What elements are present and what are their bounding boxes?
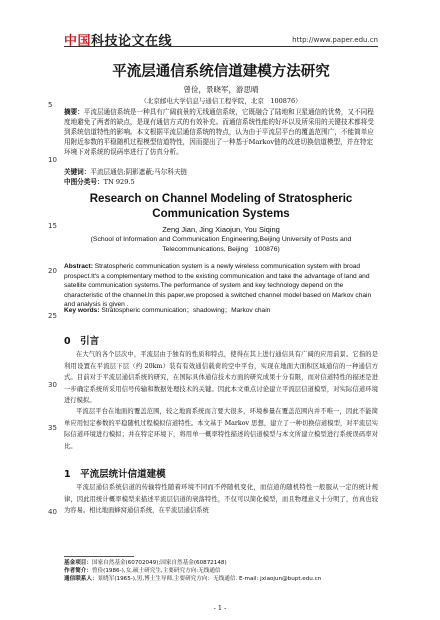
line-number: 25 [48,312,57,320]
cn-keywords: 关键词：平流层通信;阴影遮蔽;马尔科夫链 [64,168,188,176]
line-number: 35 [48,424,57,432]
cn-title: 平流层通信系统信道建模方法研究 [112,64,330,80]
cn-abstract: 摘要：平流层通信系统是一种具有广阔前景的无线通信系统，它既融合了陆地和卫星通信的优势，又不同程度地避免了两者的缺点，是现有通信方式的有效补充。而通信系统性能的好坏以及所采用的关键技术都将受到系统信道特性的影响。本文根据平流层通信系统的特点，认为由于平流层平台的覆盖范围广，不能简单应用附近参数的平稳随机过程模型信道特性，因而提出了一种基于Markov链的改进切换信道模型，并在特定环境下对系统的误码率进行了仿真分析。 [64,108,374,156]
page-number: - 1 - [213,604,227,612]
en-authors: Zeng Jian, Jing Xiaojun, You Siqing [162,225,280,234]
line-number: 10 [48,156,57,164]
footnote-rule [64,556,134,557]
en-title: Research on Channel Modeling of Stratospheric Communication Systems [89,193,353,220]
paragraph: 在大气的各个层次中，平流层由于独有的性质和特点，使得在其上进行通信具有广阔的应用前景。它指的是利用设置在平流层下层（约 20km）装有有效通信载荷的空中平台，实现在地面大面积区域通信的一种通信方式。目前对于平流层通信系统的研究，在国际具体通信技术方面的研究成果十分有限，而对信道特性的描述是进一步确定系统所采用信号传输和数据处理技术的关键。因此本文重点讨论建立平流层信道模型，对实际信道环境进行模拟。 [64,351,378,405]
section-heading: 0 引言 [64,336,100,347]
footnote: 通信联系人：景晓军(1965-),男,博士生导师,主要研究方向：无线通信. E-mail: jxiaojun@bupt.edu.cn [64,576,322,582]
site-url[interactable]: http://www.paper.edu.cn [292,36,378,44]
site-logo: 中国科技论文在线 [64,34,173,49]
en-keywords: Key words: Stratospheric communication；shadowing；Markov chain [64,307,271,314]
en-abstract: Abstract: Stratospheric communication system is a newly wireless communication system with broad prospect.It's a complementary method to the existing communication and take the advantage of land and satellite communication systems.The performance of system and key technology depend on the characteristic of the channel.In this paper,we proposed a switched channel model based on Markov chain and analysis is given . [64,263,372,309]
line-number: 30 [48,381,57,389]
en-affiliation: (School of Information and Communication Engineering,Beijing University of Posts and Telecommunications, Beijing 100876) [90,236,352,253]
line-number: 40 [48,508,57,516]
paragraph: 平流层平台在地面的覆盖范围，较之地面系统而言要大很多，环境参量在覆盖范围内并不唯一，因此不能简单应用恒定参数的平稳随机过程模拟信道特性。本文基于 Markov 思想，建立了一种切换信道模型，对平流层实际信道环境进行模拟；并在特定环境下，将用单一概率特性描述的信道模型与本文所建立模型进行系统误码率对比。 [64,408,378,450]
footnote: 作者简介：曾俭(1986-),女,硕士研究生,主要研究方向:无线通信 [64,568,221,574]
footnote: 基金项目：国家自然基金(60702049);国家自然基金(60872148) [64,560,227,566]
line-number: 5 [48,101,53,109]
cn-affiliation: （北京邮电大学信息与通信工程学院，北京 100876） [140,97,302,105]
cn-authors: 曾俭，景晓军，游思晴 [183,85,259,94]
cn-clc: 中图分类号：TN 929.5 [64,178,135,186]
section-heading: 1 平流层统计信道建模 [64,469,166,480]
header-rule [64,46,378,47]
line-number: 20 [48,267,57,275]
line-number: 15 [48,222,57,230]
paragraph: 平流层通信系统信道的传输特性随着环境不同而不停随机变化，而信道的随机特性一般服从一定的统计规律，因此用统计概率模型来描述平流层信道的衰落特性，不仅可以简化模型，而且物理意义十分明了，仿真也较为容易。相比地面蜂窝通信系统，在平流层通信系统 [64,484,378,515]
